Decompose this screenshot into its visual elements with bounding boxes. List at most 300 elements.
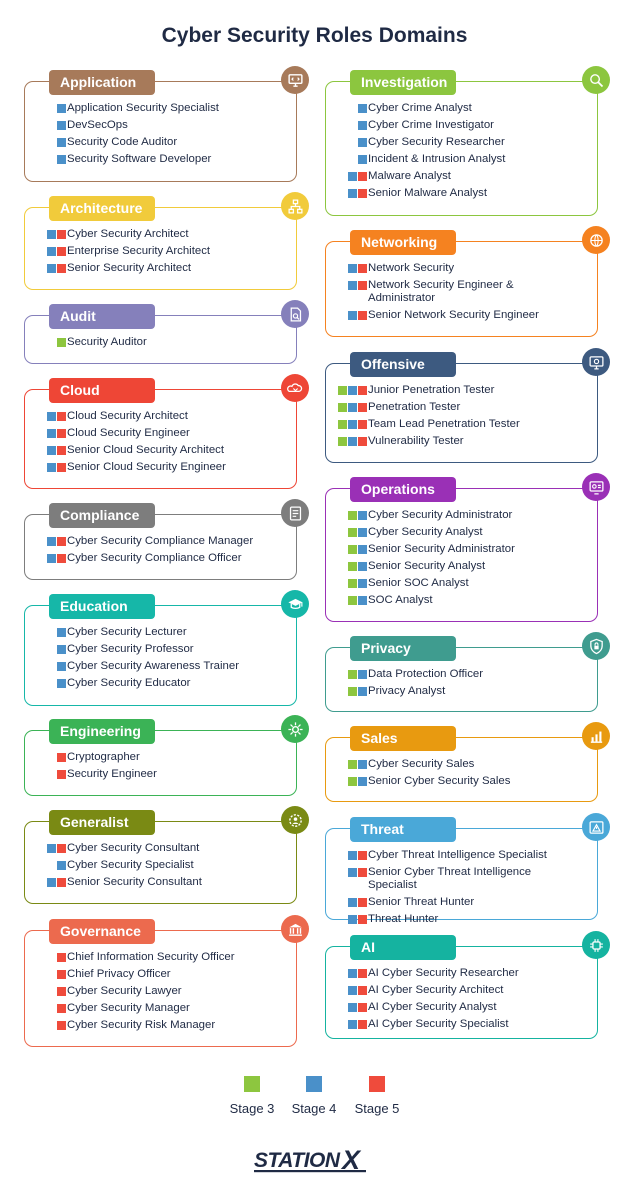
stage-markers xyxy=(338,594,368,605)
stage-marker-empty xyxy=(338,562,347,571)
magnifier-icon xyxy=(582,66,610,94)
domain-title: Application xyxy=(49,70,155,95)
stage-marker-4 xyxy=(57,121,66,130)
stage-marker-5 xyxy=(57,429,66,438)
stage-markers xyxy=(37,461,67,472)
stage-markers xyxy=(338,187,368,198)
role-label: Cryptographer xyxy=(67,751,140,763)
stage-marker-5 xyxy=(358,868,367,877)
stage-marker-5 xyxy=(57,446,66,455)
stage-marker-5 xyxy=(358,915,367,924)
role-item xyxy=(338,526,583,539)
role-list xyxy=(37,842,282,893)
stage-marker-empty xyxy=(37,679,46,688)
stage-marker-3 xyxy=(57,338,66,347)
role-item xyxy=(37,119,282,132)
stage-markers xyxy=(37,951,67,962)
stage-markers xyxy=(338,685,368,696)
role-item xyxy=(37,410,282,423)
role-item xyxy=(37,677,282,690)
role-item xyxy=(338,187,583,200)
stage-marker-empty xyxy=(37,662,46,671)
legend-stage5-swatch xyxy=(369,1076,385,1092)
stage-marker-5 xyxy=(358,189,367,198)
role-item xyxy=(37,336,282,349)
stage-marker-empty xyxy=(338,264,347,273)
stage-markers xyxy=(338,119,368,130)
role-label: Senior Security Consultant xyxy=(67,876,202,889)
stage-marker-3 xyxy=(338,403,347,412)
audit-report-icon xyxy=(281,300,309,328)
stage-markers xyxy=(338,435,368,446)
stage-marker-5 xyxy=(57,264,66,273)
stage-marker-5 xyxy=(57,953,66,962)
role-item xyxy=(338,418,583,431)
stage-marker-4 xyxy=(358,579,367,588)
stage-markers xyxy=(338,896,368,907)
stage-marker-5 xyxy=(57,1004,66,1013)
role-item xyxy=(338,913,583,926)
stage-marker-empty xyxy=(338,104,347,113)
stage-marker-empty xyxy=(37,264,46,273)
role-item xyxy=(338,543,583,556)
role-item xyxy=(338,401,583,414)
stationx-logo-graphic xyxy=(250,1146,380,1178)
role-item xyxy=(37,1019,282,1032)
stage-marker-3 xyxy=(348,511,357,520)
role-item xyxy=(338,594,583,607)
role-label: Cyber Security Professor xyxy=(67,643,194,656)
role-item xyxy=(338,509,583,522)
stage-marker-5 xyxy=(57,878,66,887)
stage-markers xyxy=(37,876,67,887)
stage-marker-empty xyxy=(37,970,46,979)
role-item xyxy=(338,279,583,305)
domain-title: Audit xyxy=(49,304,155,329)
stage-marker-5 xyxy=(358,1020,367,1029)
role-label: Cyber Security Compliance Manager xyxy=(67,535,254,547)
stage-markers xyxy=(37,842,67,853)
bar-chart-icon xyxy=(582,722,610,750)
stage-marker-4 xyxy=(358,121,367,130)
stage-markers xyxy=(37,102,67,113)
stage-marker-4 xyxy=(348,281,357,290)
domain-card-threat xyxy=(325,821,598,926)
stage-markers xyxy=(37,119,67,130)
role-label: Senior Cyber Threat Intelligence Specialist xyxy=(368,866,532,892)
role-label: Threat Hunter xyxy=(368,913,439,926)
domain-card-education xyxy=(24,598,297,706)
domain-title: Governance xyxy=(49,919,155,944)
stage-markers xyxy=(37,136,67,147)
domain-card-operations xyxy=(325,481,598,622)
role-label: Security Code Auditor xyxy=(67,136,178,149)
stage-marker-4 xyxy=(358,777,367,786)
role-list xyxy=(37,535,282,569)
role-item xyxy=(37,876,282,889)
page-title: Cyber Security Roles Domains xyxy=(161,24,468,47)
stage-marker-5 xyxy=(57,247,66,256)
role-label: AI Cyber Security Specialist xyxy=(368,1018,509,1031)
stage-marker-4 xyxy=(348,986,357,995)
stage-markers xyxy=(338,509,368,520)
stage-markers xyxy=(338,1018,368,1029)
domain-card-engineering xyxy=(24,723,297,796)
stage-marker-empty xyxy=(338,777,347,786)
role-label: Cyber Crime Investigator xyxy=(368,119,494,132)
role-label: Senior Cyber Security Sales xyxy=(368,775,511,788)
stage-markers xyxy=(338,526,368,537)
stage-marker-empty xyxy=(37,878,46,887)
stage-marker-4 xyxy=(57,662,66,671)
role-list xyxy=(338,668,583,702)
role-label: Cyber Security Architect xyxy=(67,228,189,240)
stage-marker-empty xyxy=(338,511,347,520)
stage-marker-empty xyxy=(37,446,46,455)
stage-marker-4 xyxy=(348,437,357,446)
stage-marker-empty xyxy=(47,679,56,688)
stage-markers xyxy=(338,668,368,679)
stage-marker-empty xyxy=(47,121,56,130)
role-label: Cyber Security Lecturer xyxy=(67,626,187,638)
stage-marker-5 xyxy=(57,987,66,996)
stage-marker-empty xyxy=(338,281,347,290)
stage-marker-4 xyxy=(47,412,56,421)
domain-title: Threat xyxy=(350,817,456,842)
role-label: Cyber Security Manager xyxy=(67,1002,190,1015)
stage-marker-empty xyxy=(338,760,347,769)
stage-markers xyxy=(338,1001,368,1012)
domain-card-generalist xyxy=(24,814,297,904)
stage-marker-empty xyxy=(37,230,46,239)
stage-marker-empty xyxy=(37,753,46,762)
role-label: Senior Network Security Engineer xyxy=(368,309,539,322)
stage-marker-4 xyxy=(358,562,367,571)
domain-title: Offensive xyxy=(350,352,456,377)
domain-card-cloud xyxy=(24,382,297,489)
stage-marker-empty xyxy=(47,970,56,979)
domain-title: Generalist xyxy=(49,810,155,835)
stage-marker-empty xyxy=(47,1021,56,1030)
legend-stage5 xyxy=(337,1076,417,1116)
stage-markers xyxy=(338,577,368,588)
stage-marker-empty xyxy=(47,338,56,347)
stage-marker-5 xyxy=(358,311,367,320)
role-list xyxy=(37,410,282,478)
stage-marker-empty xyxy=(47,628,56,637)
role-item xyxy=(37,262,282,275)
role-label: Senior Malware Analyst xyxy=(368,187,488,200)
stage-marker-4 xyxy=(348,898,357,907)
gear-circuit-icon xyxy=(281,715,309,743)
role-item xyxy=(37,951,282,964)
stage-marker-4 xyxy=(358,670,367,679)
stage-marker-empty xyxy=(37,1021,46,1030)
stage-marker-empty xyxy=(47,987,56,996)
role-label: Cyber Security Risk Manager xyxy=(67,1019,216,1032)
svg-text:STATION: STATION xyxy=(253,1149,340,1172)
stage-marker-empty xyxy=(338,868,347,877)
role-label: AI Cyber Security Architect xyxy=(368,984,504,997)
stage-marker-empty xyxy=(338,898,347,907)
stage-marker-4 xyxy=(57,679,66,688)
stage-markers xyxy=(338,384,368,395)
role-item xyxy=(338,896,583,909)
stage-marker-5 xyxy=(358,851,367,860)
stage-marker-5 xyxy=(358,969,367,978)
role-label: Cyber Security Sales xyxy=(368,758,475,770)
role-list xyxy=(37,626,282,694)
stage-marker-empty xyxy=(47,155,56,164)
shield-lock-icon xyxy=(582,632,610,660)
stage-marker-3 xyxy=(348,670,357,679)
role-label: Cyber Crime Analyst xyxy=(368,102,472,114)
stage-markers xyxy=(37,444,67,455)
domain-card-governance xyxy=(24,923,297,1047)
role-item xyxy=(37,552,282,565)
role-label: Senior Cloud Security Engineer xyxy=(67,461,226,474)
role-label: Chief Information Security Officer xyxy=(67,951,235,963)
domain-card-offensive xyxy=(325,356,598,463)
domain-card-compliance xyxy=(24,507,297,580)
stage-marker-5 xyxy=(358,898,367,907)
stage-marker-3 xyxy=(338,386,347,395)
role-item xyxy=(338,1001,583,1014)
role-item xyxy=(338,967,583,980)
role-list xyxy=(37,951,282,1036)
stage-markers xyxy=(37,968,67,979)
stage-markers xyxy=(338,866,368,877)
stage-marker-4 xyxy=(348,1020,357,1029)
stage-marker-4 xyxy=(348,969,357,978)
stage-markers xyxy=(37,245,67,256)
role-list xyxy=(338,758,583,792)
stage-marker-empty xyxy=(348,138,357,147)
role-label: Cyber Security Compliance Officer xyxy=(67,552,242,565)
domain-title: Privacy xyxy=(350,636,456,661)
stage-marker-3 xyxy=(348,760,357,769)
role-item xyxy=(37,461,282,474)
role-label: AI Cyber Security Analyst xyxy=(368,1001,497,1014)
domain-title: Networking xyxy=(350,230,456,255)
stage-marker-5 xyxy=(358,264,367,273)
stage-markers xyxy=(338,136,368,147)
stage-marker-4 xyxy=(57,628,66,637)
stage-markers xyxy=(37,751,67,762)
stage-marker-empty xyxy=(348,121,357,130)
stage-marker-4 xyxy=(358,138,367,147)
role-label: Team Lead Penetration Tester xyxy=(368,418,520,431)
stage-marker-4 xyxy=(47,554,56,563)
role-item xyxy=(37,985,282,998)
stage-marker-5 xyxy=(358,986,367,995)
legend-stage4-swatch xyxy=(306,1076,322,1092)
role-label: Senior Security Analyst xyxy=(368,560,486,573)
stage-marker-4 xyxy=(358,104,367,113)
stage-marker-empty xyxy=(338,138,347,147)
domain-card-privacy xyxy=(325,640,598,712)
role-label: Cyber Security Analyst xyxy=(368,526,483,539)
domain-card-investigation xyxy=(325,74,598,216)
role-item xyxy=(338,775,583,788)
role-label: Senior Security Architect xyxy=(67,262,192,275)
hierarchy-icon xyxy=(281,192,309,220)
role-item xyxy=(37,842,282,855)
svg-text:X: X xyxy=(341,1146,360,1175)
stage-marker-empty xyxy=(37,429,46,438)
stage-marker-5 xyxy=(358,281,367,290)
domain-title: Investigation xyxy=(350,70,456,95)
stage-marker-4 xyxy=(358,760,367,769)
role-label: Cyber Security Educator xyxy=(67,677,191,690)
role-label: Network Security Engineer & Administrator xyxy=(368,279,514,305)
stage-markers xyxy=(37,643,67,654)
role-label: Junior Penetration Tester xyxy=(368,384,495,396)
stage-markers xyxy=(37,660,67,671)
role-item xyxy=(338,262,583,275)
person-gear-icon xyxy=(281,806,309,834)
stage-marker-empty xyxy=(338,986,347,995)
stage-marker-4 xyxy=(348,915,357,924)
stage-marker-5 xyxy=(57,1021,66,1030)
stage-marker-empty xyxy=(47,861,56,870)
target-monitor-icon xyxy=(582,348,610,376)
stage-marker-empty xyxy=(47,1004,56,1013)
stage-marker-5 xyxy=(358,420,367,429)
stage-marker-empty xyxy=(37,1004,46,1013)
domain-title: Sales xyxy=(350,726,456,751)
stage-marker-4 xyxy=(47,537,56,546)
stage-markers xyxy=(37,410,67,421)
stage-marker-5 xyxy=(57,230,66,239)
stage-marker-empty xyxy=(338,121,347,130)
stage-marker-4 xyxy=(348,386,357,395)
stage-marker-empty xyxy=(338,528,347,537)
role-item xyxy=(37,626,282,639)
dashboard-icon xyxy=(582,473,610,501)
network-globe-icon xyxy=(582,226,610,254)
stage-marker-4 xyxy=(47,264,56,273)
stage-markers xyxy=(338,170,368,181)
stage-marker-4 xyxy=(348,420,357,429)
stage-marker-4 xyxy=(47,429,56,438)
role-item xyxy=(37,535,282,548)
role-list xyxy=(338,102,583,205)
role-label: Privacy Analyst xyxy=(368,685,446,698)
stage-marker-empty xyxy=(338,579,347,588)
domain-title: Architecture xyxy=(49,196,155,221)
role-item xyxy=(338,170,583,183)
role-label: Cyber Security Consultant xyxy=(67,842,200,854)
role-item xyxy=(338,668,583,681)
stage-marker-empty xyxy=(47,770,56,779)
stage-marker-4 xyxy=(348,1003,357,1012)
stage-marker-empty xyxy=(338,155,347,164)
role-item xyxy=(37,136,282,149)
stage-markers xyxy=(338,984,368,995)
stage-marker-empty xyxy=(37,138,46,147)
stage-markers xyxy=(338,913,368,924)
stage-marker-empty xyxy=(348,104,357,113)
role-label: Chief Privacy Officer xyxy=(67,968,171,981)
stage-marker-3 xyxy=(348,579,357,588)
role-list xyxy=(338,262,583,326)
stage-marker-empty xyxy=(338,172,347,181)
stage-marker-5 xyxy=(57,463,66,472)
stage-marker-empty xyxy=(37,463,46,472)
role-label: Vulnerability Tester xyxy=(368,435,464,448)
stage-marker-empty xyxy=(37,121,46,130)
stage-markers xyxy=(37,535,67,546)
role-list xyxy=(37,228,282,279)
role-list xyxy=(37,751,282,785)
stage-marker-5 xyxy=(57,970,66,979)
role-item xyxy=(37,660,282,673)
stage-markers xyxy=(338,279,368,290)
stage-markers xyxy=(338,309,368,320)
role-item xyxy=(37,444,282,457)
domain-title: Compliance xyxy=(49,503,155,528)
stage-markers xyxy=(37,552,67,563)
stage-marker-3 xyxy=(348,545,357,554)
domain-card-ai xyxy=(325,939,598,1039)
stage-marker-empty xyxy=(37,861,46,870)
stage-markers xyxy=(338,153,368,164)
role-label: Security Engineer xyxy=(67,768,157,781)
stage-markers xyxy=(338,775,368,786)
role-label: Malware Analyst xyxy=(368,170,451,183)
stage-marker-3 xyxy=(348,528,357,537)
stage-marker-empty xyxy=(338,189,347,198)
stage-marker-empty xyxy=(338,596,347,605)
stage-marker-empty xyxy=(338,687,347,696)
stage-marker-5 xyxy=(358,172,367,181)
role-label: Cyber Security Awareness Trainer xyxy=(67,660,239,673)
role-label: Security Software Developer xyxy=(67,153,212,166)
stage-marker-4 xyxy=(358,596,367,605)
stage-markers xyxy=(338,758,368,769)
role-item xyxy=(338,1018,583,1031)
stage-marker-4 xyxy=(47,878,56,887)
role-label: Senior Cloud Security Architect xyxy=(67,444,225,457)
stage-marker-4 xyxy=(348,172,357,181)
role-item xyxy=(37,859,282,872)
stage-marker-empty xyxy=(37,953,46,962)
stage-marker-3 xyxy=(348,777,357,786)
stage-marker-4 xyxy=(47,463,56,472)
role-item xyxy=(37,751,282,764)
stage-marker-4 xyxy=(47,446,56,455)
role-item xyxy=(37,427,282,440)
stage-marker-4 xyxy=(358,511,367,520)
role-item xyxy=(37,102,282,115)
stage-marker-3 xyxy=(338,420,347,429)
stage-markers xyxy=(37,1019,67,1030)
monitor-code-icon xyxy=(281,66,309,94)
role-label: Cyber Security Researcher xyxy=(368,136,505,149)
stage-marker-empty xyxy=(37,770,46,779)
stage-marker-4 xyxy=(348,264,357,273)
role-list xyxy=(37,336,282,353)
stage-marker-4 xyxy=(57,645,66,654)
domain-title: Cloud xyxy=(49,378,155,403)
role-item xyxy=(338,984,583,997)
stage-markers xyxy=(37,768,67,779)
graduation-cap-icon xyxy=(281,590,309,618)
stage-marker-empty xyxy=(338,670,347,679)
role-item xyxy=(37,643,282,656)
stage-markers xyxy=(37,985,67,996)
